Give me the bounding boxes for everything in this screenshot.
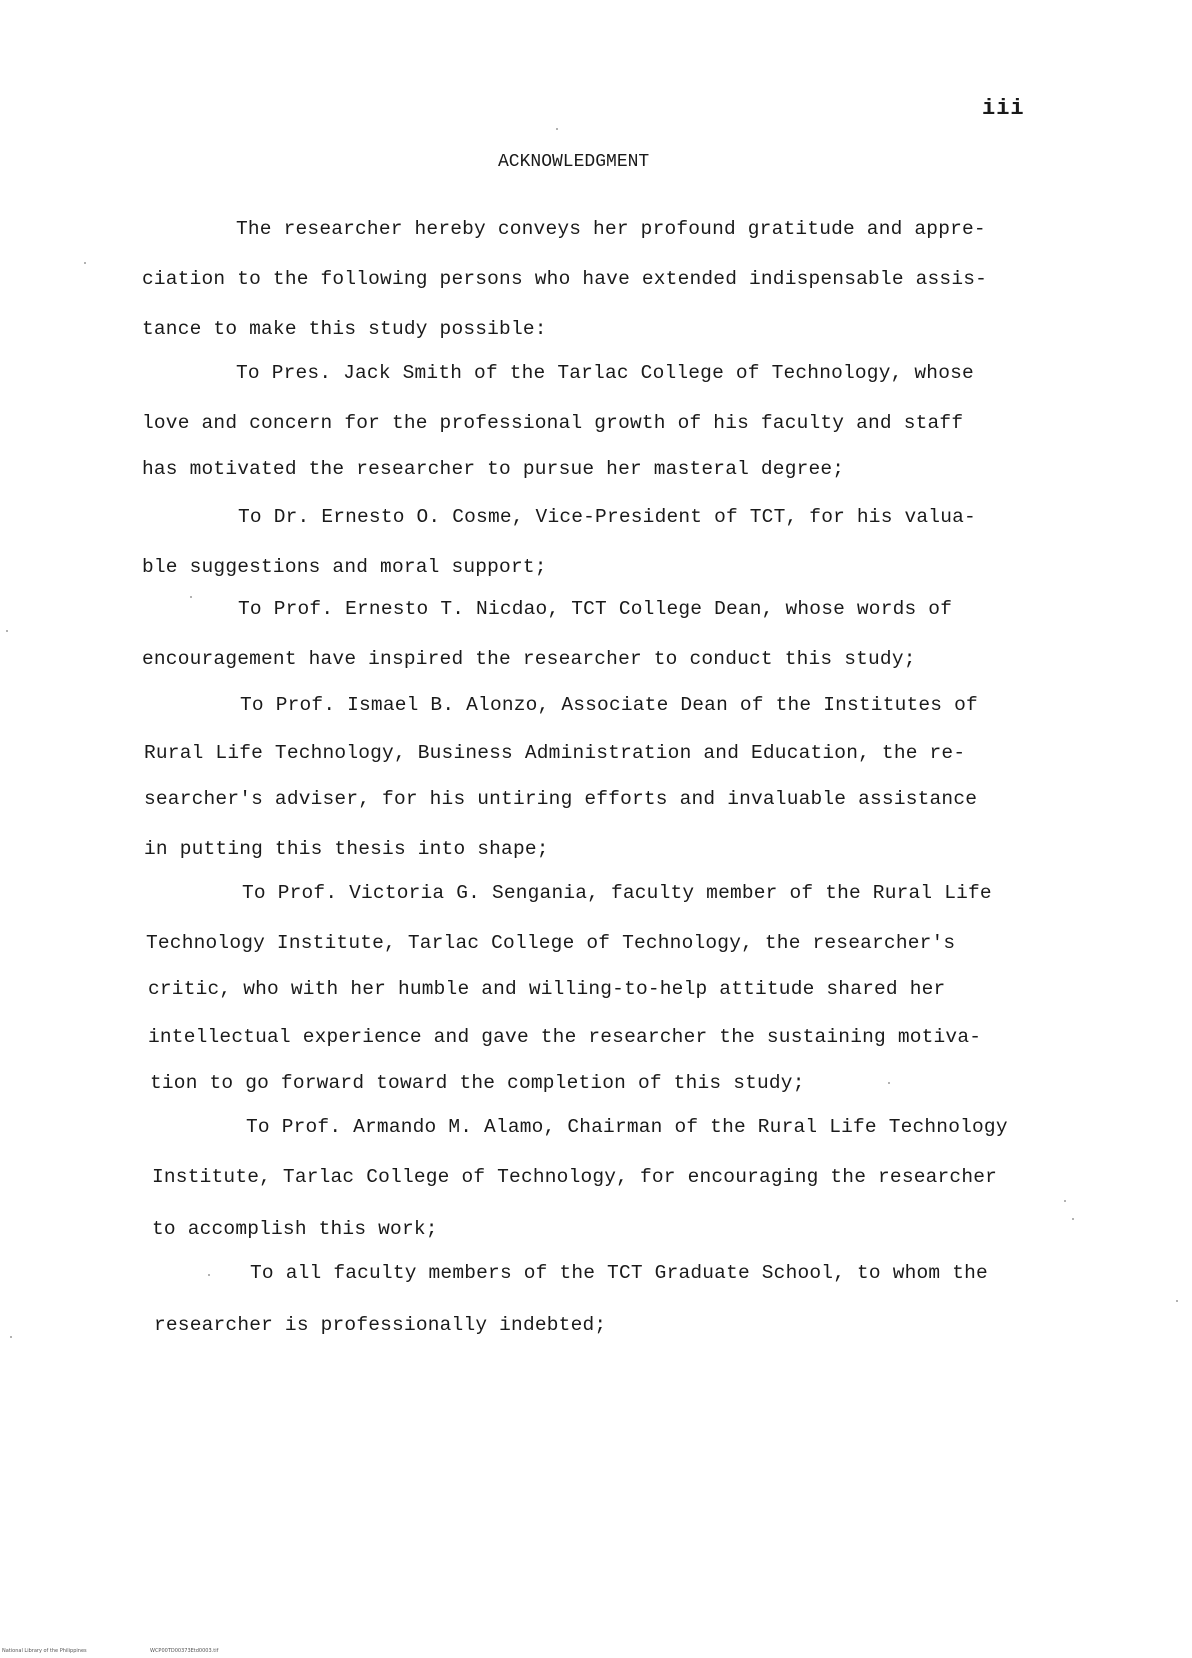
scan-speck — [10, 1336, 12, 1338]
text-line: searcher's adviser, for his untiring efforts and invaluable assistance — [144, 788, 978, 810]
text-line: tion to go forward toward the completion of this study; — [150, 1072, 805, 1094]
scan-speck — [190, 596, 192, 598]
text-line: To all faculty members of the TCT Graduate School, to whom the — [250, 1262, 988, 1284]
scan-speck — [84, 262, 86, 264]
text-line: encouragement have inspired the researcher to conduct this study; — [142, 648, 916, 670]
text-line: To Pres. Jack Smith of the Tarlac College of Technology, whose — [236, 362, 974, 384]
text-line: To Prof. Victoria G. Sengania, faculty member of the Rural Life — [242, 882, 992, 904]
scan-speck — [6, 630, 8, 632]
text-line: To Prof. Ismael B. Alonzo, Associate Dean of the Institutes of — [240, 694, 978, 716]
text-line: Rural Life Technology, Business Administration and Education, the re- — [144, 742, 966, 764]
scan-speck — [1176, 1300, 1178, 1302]
text-line: ciation to the following persons who have extended indispensable assis- — [142, 268, 988, 290]
scan-speck — [888, 1082, 890, 1084]
text-line: To Prof. Armando M. Alamo, Chairman of the Rural Life Technology — [246, 1116, 1008, 1138]
scan-speck — [208, 1274, 210, 1276]
text-line: researcher is professionally indebted; — [154, 1314, 607, 1336]
text-line: To Dr. Ernesto O. Cosme, Vice-President of TCT, for his valua- — [238, 506, 976, 528]
text-line: tance to make this study possible: — [142, 318, 547, 340]
text-line: intellectual experience and gave the researcher the sustaining motiva- — [148, 1026, 982, 1048]
scan-speck — [1072, 1218, 1074, 1220]
text-line: has motivated the researcher to pursue her masteral degree; — [142, 458, 845, 480]
text-line: To Prof. Ernesto T. Nicdao, TCT College Dean, whose words of — [238, 598, 953, 620]
scan-speck — [1064, 1200, 1066, 1202]
text-line: in putting this thesis into shape; — [144, 838, 549, 860]
footer-library: National Library of the Philippines — [2, 1648, 87, 1654]
text-line: Institute, Tarlac College of Technology, for encouraging the researcher — [152, 1166, 998, 1188]
text-line: The researcher hereby conveys her profound gratitude and appre- — [236, 218, 986, 240]
text-line: to accomplish this work; — [152, 1218, 438, 1240]
scan-speck — [556, 128, 558, 130]
text-line: critic, who with her humble and willing-to-help attitude shared her — [148, 978, 946, 1000]
text-line: Technology Institute, Tarlac College of Technology, the researcher's — [146, 932, 956, 954]
page-number: iii — [982, 96, 1025, 121]
footer-file-code: WCP00TD00373Etd0003.tif — [150, 1648, 219, 1654]
text-line: love and concern for the professional growth of his faculty and staff — [142, 412, 964, 434]
page-heading: ACKNOWLEDGMENT — [498, 152, 650, 172]
text-line: ble suggestions and moral support; — [142, 556, 547, 578]
